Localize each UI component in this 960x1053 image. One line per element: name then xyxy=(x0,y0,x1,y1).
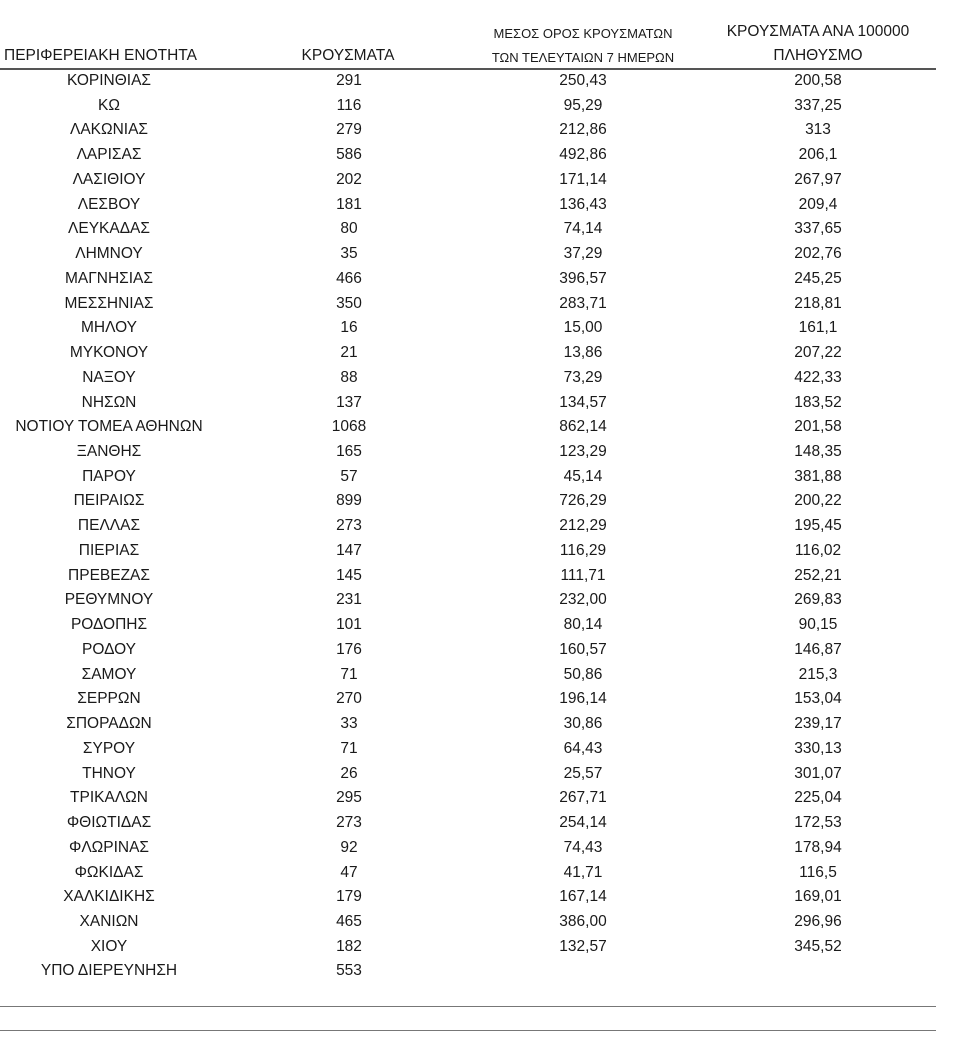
cell-cases: 35 xyxy=(340,245,358,263)
cell-cases: 179 xyxy=(336,888,362,906)
cell-region: ΜΕΣΣΗΝΙΑΣ xyxy=(64,294,154,312)
cell-cases: 80 xyxy=(340,220,358,238)
cell-per-100k: 381,88 xyxy=(794,467,842,485)
cell-per-100k: 345,52 xyxy=(794,937,842,955)
cell-avg-7-days: 45,14 xyxy=(563,467,603,485)
table-row xyxy=(0,94,940,119)
cell-cases: 466 xyxy=(336,269,362,287)
cell-avg-7-days: 212,86 xyxy=(559,121,607,139)
cell-cases: 26 xyxy=(340,764,358,782)
cell-cases: 71 xyxy=(340,739,358,757)
header-per-100k xyxy=(700,20,936,68)
cell-per-100k: 178,94 xyxy=(794,838,842,856)
cell-cases: 202 xyxy=(336,170,362,188)
cell-per-100k: 296,96 xyxy=(794,912,842,930)
cell-per-100k: 225,04 xyxy=(794,789,842,807)
cell-cases: 137 xyxy=(336,393,362,411)
table-row xyxy=(0,712,940,737)
table-row xyxy=(0,786,940,811)
cell-region: ΠΙΕΡΙΑΣ xyxy=(78,541,140,559)
cell-region: ΛΑΡΙΣΑΣ xyxy=(76,146,142,164)
cell-cases: 101 xyxy=(336,616,362,634)
cell-region: ΛΗΜΝΟΥ xyxy=(75,245,143,263)
cell-region: ΡΟΔΟΠΗΣ xyxy=(70,616,148,634)
cell-avg-7-days: 386,00 xyxy=(559,912,607,930)
cell-cases: 350 xyxy=(336,294,362,312)
cell-avg-7-days: 196,14 xyxy=(559,690,607,708)
cell-region: ΣΠΟΡΑΔΩΝ xyxy=(66,715,152,733)
cell-avg-7-days: 95,29 xyxy=(563,96,603,114)
cell-avg-7-days: 171,14 xyxy=(559,170,607,188)
table-row xyxy=(0,935,940,960)
bottom-divider xyxy=(0,1006,936,1007)
cell-region: ΜΥΚΟΝΟΥ xyxy=(69,344,149,362)
table-row xyxy=(0,391,940,416)
cell-avg-7-days: 726,29 xyxy=(559,492,607,510)
table-row xyxy=(0,663,940,688)
cell-region: ΦΘΙΩΤΙΔΑΣ xyxy=(66,814,152,832)
cell-cases: 270 xyxy=(336,690,362,708)
cell-region: ΛΑΣΙΘΙΟΥ xyxy=(72,170,146,188)
table-body xyxy=(0,69,940,984)
header-per-line2: ΠΛΗΘΥΣΜΟ xyxy=(773,47,863,64)
cell-avg-7-days: 250,43 xyxy=(559,72,607,89)
cell-cases: 176 xyxy=(336,640,362,658)
cell-region: ΛΑΚΩΝΙΑΣ xyxy=(69,121,149,139)
cell-per-100k: 422,33 xyxy=(794,368,842,386)
cell-per-100k: 209,4 xyxy=(798,195,838,213)
cell-cases: 295 xyxy=(336,789,362,807)
cell-region: ΜΗΛΟΥ xyxy=(80,319,138,337)
cell-per-100k: 169,01 xyxy=(794,888,842,906)
cell-cases: 273 xyxy=(336,517,362,535)
cell-avg-7-days: 232,00 xyxy=(559,591,607,609)
table-row xyxy=(0,588,940,613)
cell-per-100k: 330,13 xyxy=(794,739,842,757)
cell-region: ΝΗΣΩΝ xyxy=(81,393,137,411)
cell-per-100k: 301,07 xyxy=(794,764,842,782)
header-per-line1: ΚΡΟΥΣΜΑΤΑ ΑΝΑ 100000 xyxy=(726,23,910,40)
table-row xyxy=(0,762,940,787)
header-avg-line2: ΤΩΝ ΤΕΛΕΥΤΑΙΩΝ 7 ΗΜΕΡΩΝ xyxy=(491,50,675,65)
cell-per-100k: 116,02 xyxy=(794,541,842,559)
cell-avg-7-days: 267,71 xyxy=(559,789,607,807)
table-row xyxy=(0,489,940,514)
table-row xyxy=(0,69,940,94)
table-row xyxy=(0,613,940,638)
cell-region: ΠΕΛΛΑΣ xyxy=(77,517,141,535)
cell-avg-7-days: 134,57 xyxy=(559,393,607,411)
cell-cases: 1068 xyxy=(331,418,367,436)
cell-per-100k: 252,21 xyxy=(794,566,842,584)
table-row xyxy=(0,539,940,564)
table-row xyxy=(0,366,940,391)
cell-cases: 231 xyxy=(336,591,362,609)
table-row xyxy=(0,959,940,984)
cell-per-100k: 269,83 xyxy=(794,591,842,609)
table-row xyxy=(0,341,940,366)
cell-region: ΧΑΛΚΙΔΙΚΗΣ xyxy=(63,888,155,906)
cell-region: ΤΗΝΟΥ xyxy=(82,764,136,782)
cell-region: ΞΑΝΘΗΣ xyxy=(76,443,142,461)
cell-region: ΠΑΡΟΥ xyxy=(82,467,136,485)
table-row xyxy=(0,267,940,292)
cell-region: ΝΑΞΟΥ xyxy=(82,368,136,386)
cell-per-100k: 172,53 xyxy=(794,814,842,832)
table-row xyxy=(0,415,940,440)
table-row xyxy=(0,440,940,465)
cell-per-100k: 116,5 xyxy=(799,863,837,881)
cell-cases: 899 xyxy=(336,492,362,510)
cell-region: ΥΠΟ ΔΙΕΡΕΥΝΗΣΗ xyxy=(40,962,178,980)
cell-per-100k: 207,22 xyxy=(794,344,842,362)
bottom-divider xyxy=(0,1030,936,1031)
cell-per-100k: 200,22 xyxy=(794,492,842,510)
cell-avg-7-days: 492,86 xyxy=(559,146,607,164)
cell-region: ΛΕΣΒΟΥ xyxy=(77,195,141,213)
cell-region: ΤΡΙΚΑΛΩΝ xyxy=(70,789,148,807)
cell-per-100k: 206,1 xyxy=(798,146,838,164)
cell-per-100k: 245,25 xyxy=(794,269,842,287)
table-row xyxy=(0,861,940,886)
table-row xyxy=(0,118,940,143)
cell-region: ΝΟΤΙΟΥ ΤΟΜΕΑ ΑΘΗΝΩΝ xyxy=(15,418,203,436)
cell-per-100k: 90,15 xyxy=(798,616,838,634)
cell-per-100k: 239,17 xyxy=(794,715,842,733)
header-avg-7-days xyxy=(470,22,696,70)
cell-cases: 147 xyxy=(336,541,362,559)
cell-avg-7-days: 80,14 xyxy=(563,616,603,634)
table-row xyxy=(0,638,940,663)
cell-cases: 71 xyxy=(340,665,358,683)
cell-cases: 553 xyxy=(336,962,362,980)
cell-cases: 145 xyxy=(336,566,362,584)
cell-cases: 465 xyxy=(336,912,362,930)
cell-cases: 586 xyxy=(336,146,362,164)
cell-per-100k: 195,45 xyxy=(794,517,842,535)
cell-avg-7-days: 283,71 xyxy=(559,294,607,312)
cell-avg-7-days: 41,71 xyxy=(563,863,603,881)
cell-avg-7-days: 13,86 xyxy=(563,344,603,362)
cell-region: ΣΑΜΟΥ xyxy=(81,665,137,683)
cell-region: ΦΩΚΙΔΑΣ xyxy=(74,863,144,881)
cell-avg-7-days: 73,29 xyxy=(563,368,603,386)
cell-region: ΚΩ xyxy=(98,96,120,114)
cell-avg-7-days: 15,00 xyxy=(563,319,603,337)
cell-per-100k: 201,58 xyxy=(794,418,842,436)
cell-cases: 181 xyxy=(336,195,362,213)
cell-per-100k: 202,76 xyxy=(794,245,842,263)
cell-region: ΡΕΘΥΜΝΟΥ xyxy=(64,591,154,609)
cell-region: ΣΕΡΡΩΝ xyxy=(77,690,141,708)
cell-per-100k: 267,97 xyxy=(794,170,842,188)
cell-per-100k: 337,25 xyxy=(794,96,842,114)
table-row xyxy=(0,564,940,589)
cell-per-100k: 146,87 xyxy=(794,640,842,658)
table-row xyxy=(0,514,940,539)
cell-avg-7-days: 862,14 xyxy=(559,418,607,436)
cell-region: ΧΑΝΙΩΝ xyxy=(79,912,139,930)
table-row xyxy=(0,811,940,836)
cell-avg-7-days: 37,29 xyxy=(563,245,603,263)
cell-per-100k: 218,81 xyxy=(794,294,842,312)
cell-per-100k: 153,04 xyxy=(794,690,842,708)
table-row xyxy=(0,217,940,242)
cell-avg-7-days: 74,43 xyxy=(563,838,603,856)
cell-region: ΣΥΡΟΥ xyxy=(82,739,136,757)
table-row xyxy=(0,687,940,712)
cell-cases: 116 xyxy=(336,96,362,114)
table-row xyxy=(0,168,940,193)
cell-per-100k: 313 xyxy=(805,121,831,139)
cell-avg-7-days: 64,43 xyxy=(563,739,603,757)
cell-avg-7-days: 132,57 xyxy=(559,937,607,955)
cell-region: ΚΟΡΙΝΘΙΑΣ xyxy=(66,72,152,89)
cell-cases: 182 xyxy=(336,937,362,955)
table-row xyxy=(0,910,940,935)
table-row xyxy=(0,885,940,910)
cell-cases: 291 xyxy=(336,72,362,89)
cell-avg-7-days: 136,43 xyxy=(559,195,607,213)
cell-cases: 273 xyxy=(336,814,362,832)
cell-avg-7-days: 160,57 xyxy=(559,640,607,658)
cell-avg-7-days: 25,57 xyxy=(563,764,603,782)
cell-region: ΛΕΥΚΑΔΑΣ xyxy=(68,220,150,238)
cell-cases: 47 xyxy=(340,863,358,881)
cell-avg-7-days: 254,14 xyxy=(559,814,607,832)
table-row xyxy=(0,292,940,317)
header-cases: ΚΡΟΥΣΜΑΤΑ xyxy=(301,47,395,64)
table-row xyxy=(0,836,940,861)
cell-avg-7-days: 116,29 xyxy=(559,541,607,559)
cell-avg-7-days: 123,29 xyxy=(559,443,607,461)
cell-cases: 57 xyxy=(340,467,358,485)
cell-per-100k: 148,35 xyxy=(794,443,842,461)
table-row xyxy=(0,193,940,218)
cell-cases: 279 xyxy=(336,121,362,139)
cell-cases: 21 xyxy=(340,344,358,362)
table-row xyxy=(0,316,940,341)
cell-cases: 92 xyxy=(340,838,358,856)
cell-cases: 88 xyxy=(340,368,358,386)
cell-region: ΧΙΟΥ xyxy=(90,937,128,955)
cell-region: ΦΛΩΡΙΝΑΣ xyxy=(68,838,150,856)
table-row xyxy=(0,465,940,490)
header-region: ΠΕΡΙΦΕΡΕΙΑΚΗ ΕΝΟΤΗΤΑ xyxy=(4,47,197,64)
cell-avg-7-days: 74,14 xyxy=(563,220,603,238)
cell-avg-7-days: 111,71 xyxy=(560,566,606,584)
cell-per-100k: 215,3 xyxy=(798,665,838,683)
cell-cases: 33 xyxy=(340,715,358,733)
cell-avg-7-days: 30,86 xyxy=(563,715,603,733)
cell-per-100k: 200,58 xyxy=(794,72,842,89)
cell-avg-7-days: 167,14 xyxy=(559,888,607,906)
cell-per-100k: 183,52 xyxy=(794,393,842,411)
cell-per-100k: 337,65 xyxy=(794,220,842,238)
cell-region: ΠΡΕΒΕΖΑΣ xyxy=(68,566,150,584)
cell-region: ΠΕΙΡΑΙΩΣ xyxy=(73,492,145,510)
cell-cases: 16 xyxy=(340,319,358,337)
cell-region: ΜΑΓΝΗΣΙΑΣ xyxy=(65,269,153,287)
cell-avg-7-days: 50,86 xyxy=(563,665,603,683)
table-row xyxy=(0,737,940,762)
cell-avg-7-days: 212,29 xyxy=(559,517,607,535)
cell-per-100k: 161,1 xyxy=(798,319,838,337)
cell-region: ΡΟΔΟΥ xyxy=(82,640,136,658)
cell-avg-7-days: 396,57 xyxy=(559,269,607,287)
header-avg-line1: ΜΕΣΟΣ ΟΡΟΣ ΚΡΟΥΣΜΑΤΩΝ xyxy=(493,26,673,41)
table-row xyxy=(0,143,940,168)
cell-cases: 165 xyxy=(336,443,362,461)
table-row xyxy=(0,242,940,267)
